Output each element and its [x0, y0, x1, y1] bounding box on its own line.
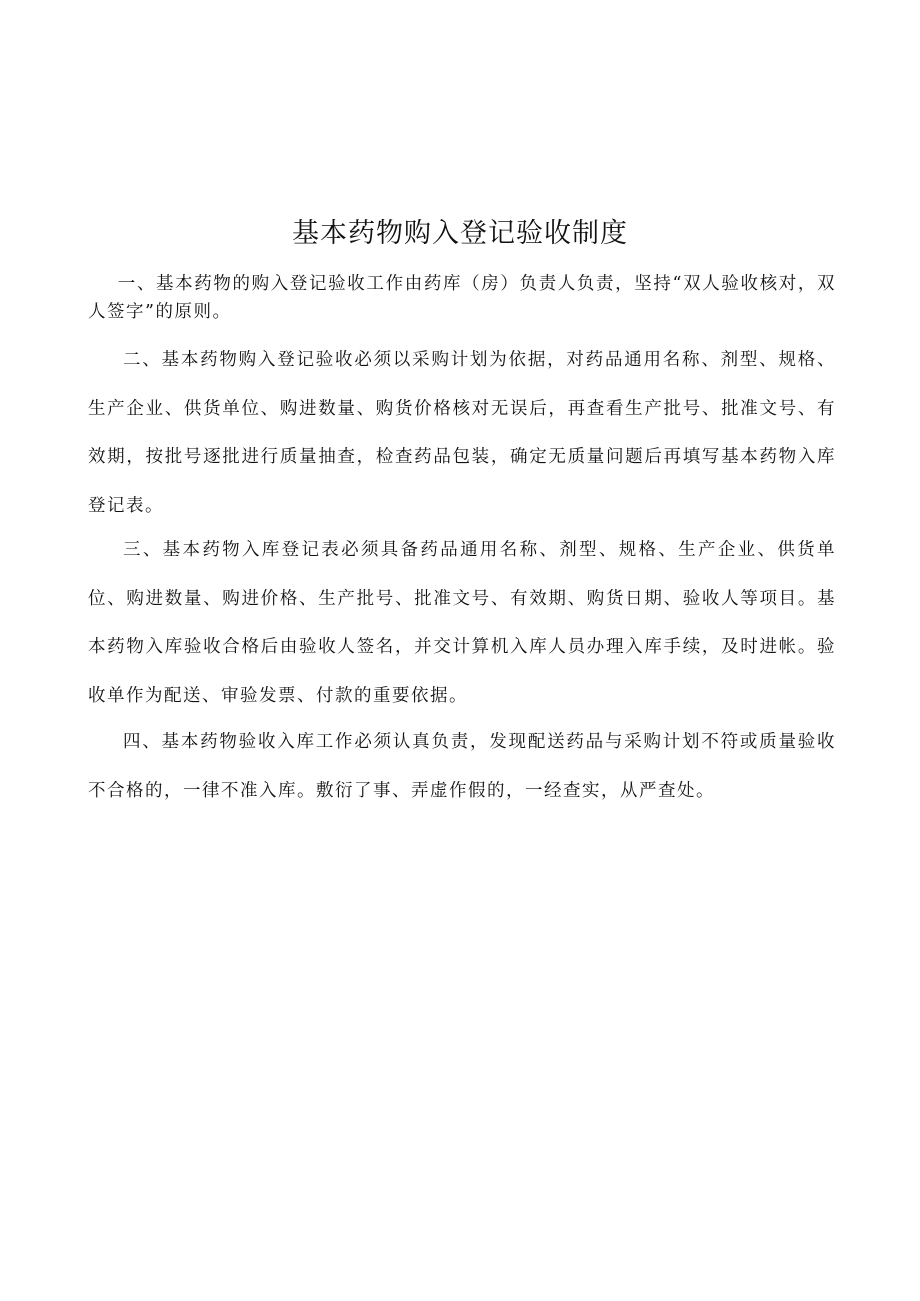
paragraph-3: 三、基本药物入库登记表必须具备药品通用名称、剂型、规格、生产企业、供货单位、购进数量、购进价格、生产批号、批准文号、有效期、购货日期、验收人等项目。基本药物入库验收合格后由验收人签名，并交计算机入库人员办理入库手续，及时进帐。验收单作为配送、审验发票、付款的重要依据。 — [88, 540, 836, 706]
paragraph-1: 一、基本药物的购入登记验收工作由药库（房）负责人负责，坚持“双人验收核对，双人签字”的原则。 — [88, 274, 836, 322]
paragraph-2: 二、基本药物购入登记验收必须以采购计划为依据，对药品通用名称、剂型、规格、生产企业、供货单位、购进数量、购货价格核对无误后，再查看生产批号、批准文号、有效期，按批号逐批进行质量抽查，检查药品包装，确定无质量问题后再填写基本药物入库登记表。 — [88, 350, 836, 516]
paragraph-4: 四、基本药物验收入库工作必须认真负责，发现配送药品与采购计划不符或质量验收不合格的，一律不准入库。敷衍了事、弄虚作假的，一经查实，从严查处。 — [88, 732, 836, 801]
document-title: 基本药物购入登记验收制度 — [292, 218, 628, 249]
